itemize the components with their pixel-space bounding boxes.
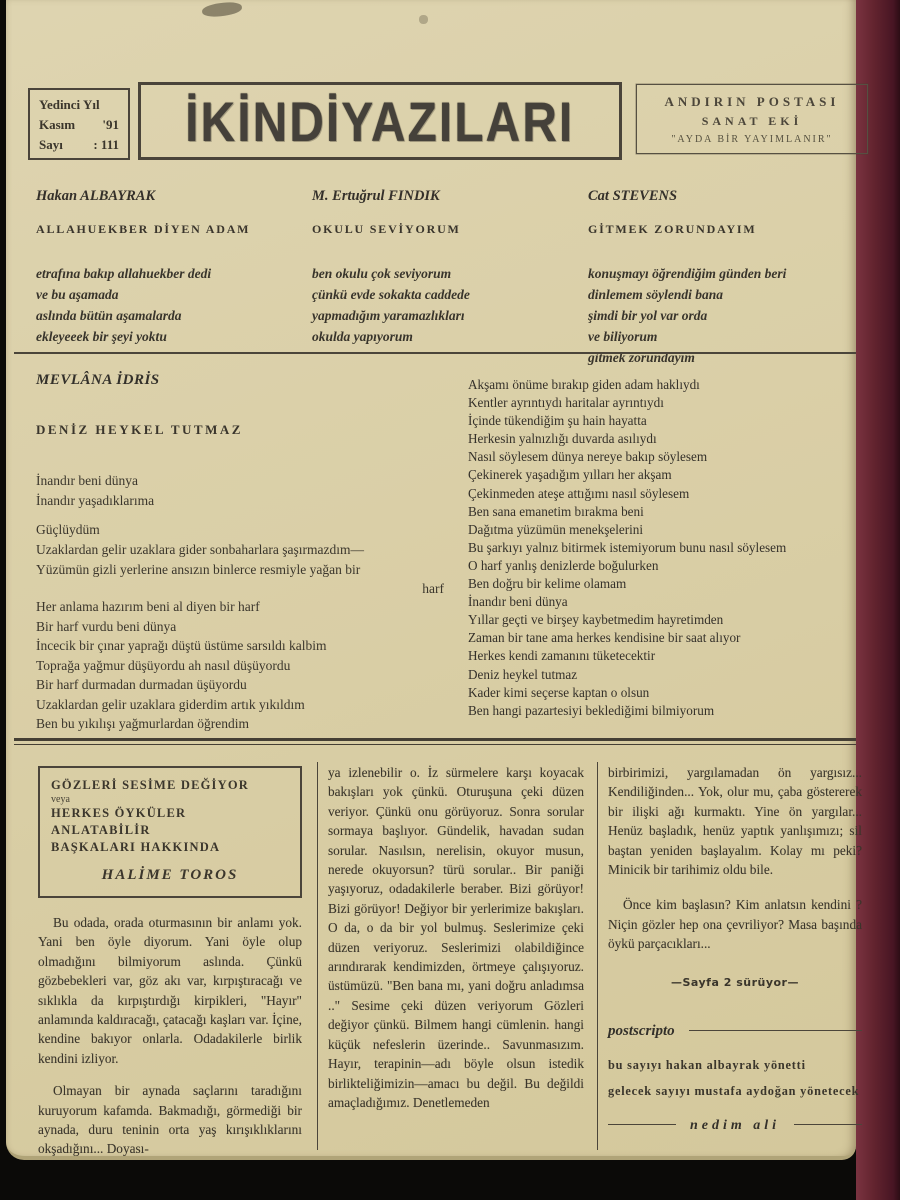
- poem-line: İncecik bir çınar yaprağı düştü üstüme sarsıldı kalbim: [36, 638, 327, 653]
- editor-signature: nedim ali: [689, 1117, 781, 1133]
- poem-line: Kentler ayrıntıydı haritalar ayrıntıydı: [468, 395, 664, 411]
- story-title-line: HERKES ÖYKÜLER ANLATABİLİR: [51, 806, 187, 837]
- poem-line: Yıllar geçti ve birşey kaybetmedim hayretimden: [468, 612, 724, 628]
- poem-line: dinlemem söylendi bana: [588, 287, 723, 302]
- supplement-label: SANAT EKİ: [701, 114, 803, 128]
- poem-line: Zaman bir tane ama herkes kendisine bir saat alıyor: [468, 630, 741, 646]
- story-paragraph: Bu odada, orada oturmasının bir anlamı yok. Yani ben öyle diyorum. Yani öyle olup olmadığını bilmiyorum aslında. Çünkü gözbebekleri var, göz akı var, kırpıştıracağı ve sıklıkla da kırpıştırdığı kirpikleri, "Hayır" anlamında kaldıracağı, çatacağı kaşları var. İçine, kendine bakıyor onlarla. Odadakilerle birlik kendini izliyor.: [38, 915, 302, 1066]
- feature-poem-left-column: [36, 372, 472, 734]
- newspaper-page: [6, 0, 862, 1160]
- masthead-title: İKİNDİYAZILARI: [185, 89, 575, 153]
- poem-line: Deniz heykel tutmaz: [468, 666, 578, 682]
- continuation-note: —Sayfa 2 sürüyor—: [671, 975, 799, 989]
- feature-poem-right-column: [468, 376, 866, 720]
- feature-author: MEVLÂNA İDRİS: [36, 372, 160, 388]
- poem-line: İnandır yaşadıklarıma: [36, 493, 155, 508]
- postscript-header: [608, 1023, 862, 1040]
- ink-smudge: [419, 15, 428, 24]
- section-divider: [14, 352, 856, 354]
- column-rule: [317, 762, 318, 1150]
- issue-number-line: [39, 135, 119, 155]
- poem-line: çünkü evde sokakta caddede: [312, 287, 470, 302]
- rule-line: [794, 1124, 862, 1125]
- feature-title: DENİZ HEYKEL TUTMAZ: [36, 422, 243, 437]
- poem-body: [36, 263, 306, 347]
- story-author: HALİME TOROS: [101, 867, 239, 883]
- issue-info-box: [28, 88, 130, 160]
- poem-line: ben okulu çok seviyorum: [312, 266, 452, 281]
- poem-line: Uzaklardan gelir uzaklara gider sonbaharlara şaşırmazdım—: [36, 542, 364, 557]
- poem-line: etrafına bakıp allahuekber dedi: [36, 266, 212, 281]
- issue-year: Yedinci Yıl: [39, 97, 100, 112]
- poem-title: ALLAHUEKBER DİYEN ADAM: [36, 222, 251, 236]
- poem-line: Herkesin yalnızlığı duvarda asılıydı: [468, 431, 657, 447]
- poem-line: Herkes kendi zamanını tüketecektir: [468, 648, 656, 664]
- poem-line: Bu şarkıyı yalnız bitirmek istemiyorum bunu nasıl söylesem: [468, 539, 787, 555]
- postscript-notes: [608, 1052, 862, 1104]
- issue-month-line: [39, 115, 119, 135]
- poem-author: Hakan ALBAYRAK: [36, 188, 156, 204]
- rule-line: [689, 1030, 862, 1031]
- issue-month-value: '91: [102, 117, 119, 132]
- poem-line: Kader kimi seçerse kaptan o olsun: [468, 684, 650, 700]
- issue-number-label: Sayı: [39, 137, 63, 152]
- poem-line: Toprağa yağmur düşüyordu ah nasıl düşüyordu: [36, 657, 291, 673]
- story-title-box: [38, 766, 302, 898]
- rule-line: [608, 1124, 676, 1125]
- heavy-section-divider: [14, 738, 856, 745]
- poem-title: GİTMEK ZORUNDAYIM: [588, 222, 757, 236]
- top-poem-column-3: [588, 188, 866, 368]
- poem-line: İnandır beni dünya: [468, 594, 568, 610]
- feature-stanza: [36, 597, 472, 734]
- story-paragraph: ya izlenebilir o. İz sürmelere karşı koyacak bakışları yok çünkü. Oturuşuna çeki düzen veriyor. Çünkü onu görüyoruz. Sonra sorular sormaya başlıyor. Gündelik, havadan sudan sorular. Nasılsın, nerelisin, okuyor musun, nerede okuyorsun? türü sorular.. Bir paniği yaşıyoruz, odadakilerle beraber. Bizi görüyor! Bizi görüyor! Değiyor bir yerlerimize bakışları. O da, o da bir yol bulmuş. Seslerimize çeki düzen veriyoruz. Seslerimizi olabildiğince arındırarak kendimizden, örtmeye çalışıyoruz. üstümüzü. "Ben bana mı, yani doğru anladımsa .." Sesime çeki düzen veriyorum Gözleri değiyor çünkü. Bilmem hangi cümlenin. hangi küçük nefeslerin üzerinde.. Savunmasızım. Hayır, terapinin—adı böyle olsun istedik birlikteliğimizin—amacı bu değil. Bu değildi amaçladığımız. Denetlemeden: [328, 765, 584, 1110]
- poem-line: Her anlama hazırım beni al diyen bir harf: [36, 599, 260, 614]
- masthead-title-box: [138, 82, 622, 160]
- hanging-word: harf: [422, 581, 444, 596]
- poem-line: konuşmayı öğrendiğim günden beri: [588, 266, 787, 281]
- poem-line: Ben doğru bir kelime olamam: [468, 576, 627, 592]
- story-title-or: veya: [51, 794, 70, 805]
- poem-line: İnandır beni dünya: [36, 473, 138, 488]
- poem-line: ve bu aşamada: [36, 287, 119, 302]
- poem-line: şimdi bir yol var orda: [588, 308, 708, 323]
- poem-line: Çekinerek yaşadığım yılları her akşam: [468, 467, 672, 483]
- poem-line: Bir harf durmadan durmadan üşüyordu: [36, 677, 247, 692]
- issue-year-line: [39, 95, 119, 115]
- feature-stanza: [36, 471, 472, 511]
- poem-line: Uzaklardan gelir uzaklara giderdim artık yıkıldım: [36, 696, 305, 712]
- poem-line: Nasıl söylesem dünya nereye bakıp söylesem: [468, 449, 708, 465]
- poem-author: Cat STEVENS: [588, 188, 678, 204]
- poem-line: O harf yanlış denizlerde boğulurken: [468, 557, 659, 573]
- column-rule: [597, 762, 598, 1150]
- poem-line: ekleyeeek bir şeyi yoktu: [36, 329, 167, 344]
- poem-line: yapmadığım yaramazlıkları: [312, 308, 465, 323]
- top-poem-column-2: [312, 188, 574, 347]
- poem-line: Güçlüydüm: [36, 522, 100, 537]
- poem-line: Akşamı önüme bırakıp giden adam haklıydı: [468, 377, 700, 392]
- publisher-name: ANDIRIN POSTASI: [664, 94, 840, 109]
- poem-line: Yüzümün gizli yerlerine ansızın binlerce resmiyle yağan bir: [36, 562, 361, 577]
- postscript-line: gelecek sayıyı mustafa aydoğan yönetecek: [608, 1083, 860, 1098]
- ink-smudge: [201, 1, 242, 19]
- poem-line: Çekinmeden ateşe attığımı nasıl söylesem: [468, 485, 690, 501]
- frequency-note: "AYDA BİR YAYIMLANIR": [671, 134, 833, 145]
- poem-line: Dağıtma yüzümün menekşelerini: [468, 521, 644, 537]
- poem-body: [312, 263, 574, 347]
- feature-stanza: [36, 520, 472, 580]
- poem-line: Bir harf vurdu beni dünya: [36, 618, 177, 634]
- issue-month-label: Kasım: [39, 117, 76, 132]
- poem-title: OKULU SEVİYORUM: [312, 222, 461, 236]
- poem-line: aslında bütün aşamalarda: [36, 308, 182, 323]
- story-column-2: [328, 763, 584, 1112]
- postscript-line: bu sayıyı hakan albayrak yönetti: [608, 1057, 806, 1072]
- story-paragraph: Olmayan bir aynada saçlarını taradığını kuruyorum kafamda. Bakmadığı, görmediği bir aynada, duru teninin orta yaş kırışıklıklarını okşadığını... Doyası-: [38, 1083, 302, 1157]
- poem-line: İçinde tükendiğim şu hain hayatta: [468, 413, 647, 429]
- story-column-1: [38, 766, 302, 1159]
- story-paragraph: birbirimizi, yargılamadan ön yargısız... Kendiliğinden... Yok, olur mu, çaba göstererek bir ilişki ağı kurmaktı. Yine ön yargılar... Henüz başladık, henüz yaptık yanlışımızı; sil baştan yeniden başlayalım. Kolay mı peki? Minicik bir tarihimiz oldu bile.: [608, 765, 862, 878]
- poem-line: Ben bu yıkılışı yağmurlardan öğrendim: [36, 716, 249, 731]
- top-poem-column-1: [36, 188, 306, 347]
- story-title-line: GÖZLERİ SESİME DEĞİYOR: [51, 778, 249, 792]
- poem-line: gitmek zorundayım: [588, 350, 695, 365]
- publisher-info-box: [636, 84, 868, 154]
- signature-row: [608, 1118, 862, 1134]
- issue-number-value: : 111: [93, 137, 119, 152]
- poem-line: Ben sana emanetim bırakma beni: [468, 503, 644, 519]
- poem-line: ve biliyorum: [588, 329, 658, 344]
- story-column-3: [608, 763, 862, 1134]
- poem-author: M. Ertuğrul FINDIK: [312, 188, 440, 204]
- story-title-line: BAŞKALARI HAKKINDA: [51, 840, 221, 854]
- story-paragraph: Önce kim başlasın? Kim anlatsın kendini ? Niçin gözler hep ona çevriliyor? Masa başında öykü parçacıkları...: [608, 897, 862, 952]
- poem-line: okulda yapıyorum: [312, 329, 413, 344]
- postscript-label: postscripto: [608, 1022, 675, 1039]
- poem-line: Ben hangi pazartesiyi beklediğimi bilmiyorum: [468, 702, 715, 718]
